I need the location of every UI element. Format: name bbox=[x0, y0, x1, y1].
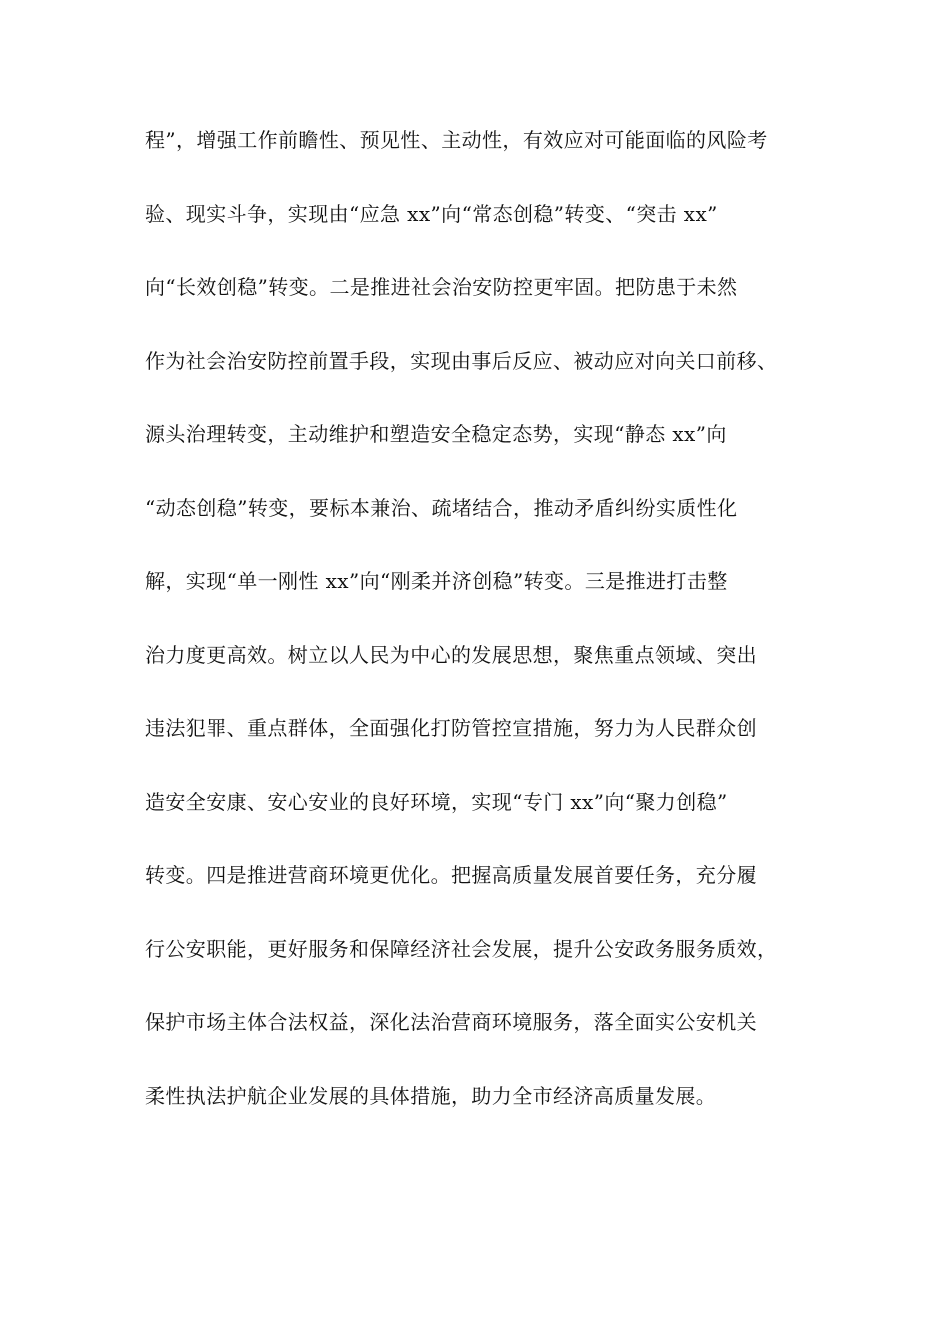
text-line: 转变。四是推进营商环境更优化。把握高质量发展首要任务，充分履 bbox=[145, 863, 757, 887]
text-line: 解，实现“单一刚性 xx”向“刚柔并济创稳”转变。三是推进打击整 bbox=[145, 569, 728, 593]
body-paragraph bbox=[145, 118, 835, 1147]
text-line: 柔性执法护航企业发展的具体措施，助力全市经济高质量发展。 bbox=[145, 1083, 717, 1108]
text-line: 行公安职能，更好服务和保障经济社会发展，提升公安政务服务质效， bbox=[145, 936, 778, 961]
text-line: “动态创稳”转变，要标本兼治、疏堵结合，推动矛盾纠纷实质性化 bbox=[145, 495, 738, 520]
text-line: 治力度更高效。树立以人民为中心的发展思想，聚焦重点领域、突出 bbox=[145, 642, 757, 667]
text-line: 程”，增强工作前瞻性、预见性、主动性，有效应对可能面临的风险考 bbox=[145, 128, 768, 152]
text-line: 造安全安康、安心安业的良好环境，实现“专门 xx”向“聚力创稳” bbox=[145, 789, 728, 814]
text-line: 源头治理转变，主动维护和塑造安全稳定态势，实现“静态 xx”向 bbox=[145, 422, 727, 446]
text-line: 违法犯罪、重点群体，全面强化打防管控宣措施，努力为人民群众创 bbox=[145, 716, 757, 740]
text-line: 验、现实斗争，实现由“应急 xx”向“常态创稳”转变、“突击 xx” bbox=[145, 201, 718, 226]
text-line: 向“长效创稳”转变。二是推进社会治安防控更牢固。把防患于未然 bbox=[145, 275, 738, 299]
text-line: 作为社会治安防控前置手段，实现由事后反应、被动应对向关口前移、 bbox=[145, 348, 778, 373]
text-line: 保护市场主体合法权益，深化法治营商环境服务，落全面实公安机关 bbox=[145, 1010, 757, 1034]
